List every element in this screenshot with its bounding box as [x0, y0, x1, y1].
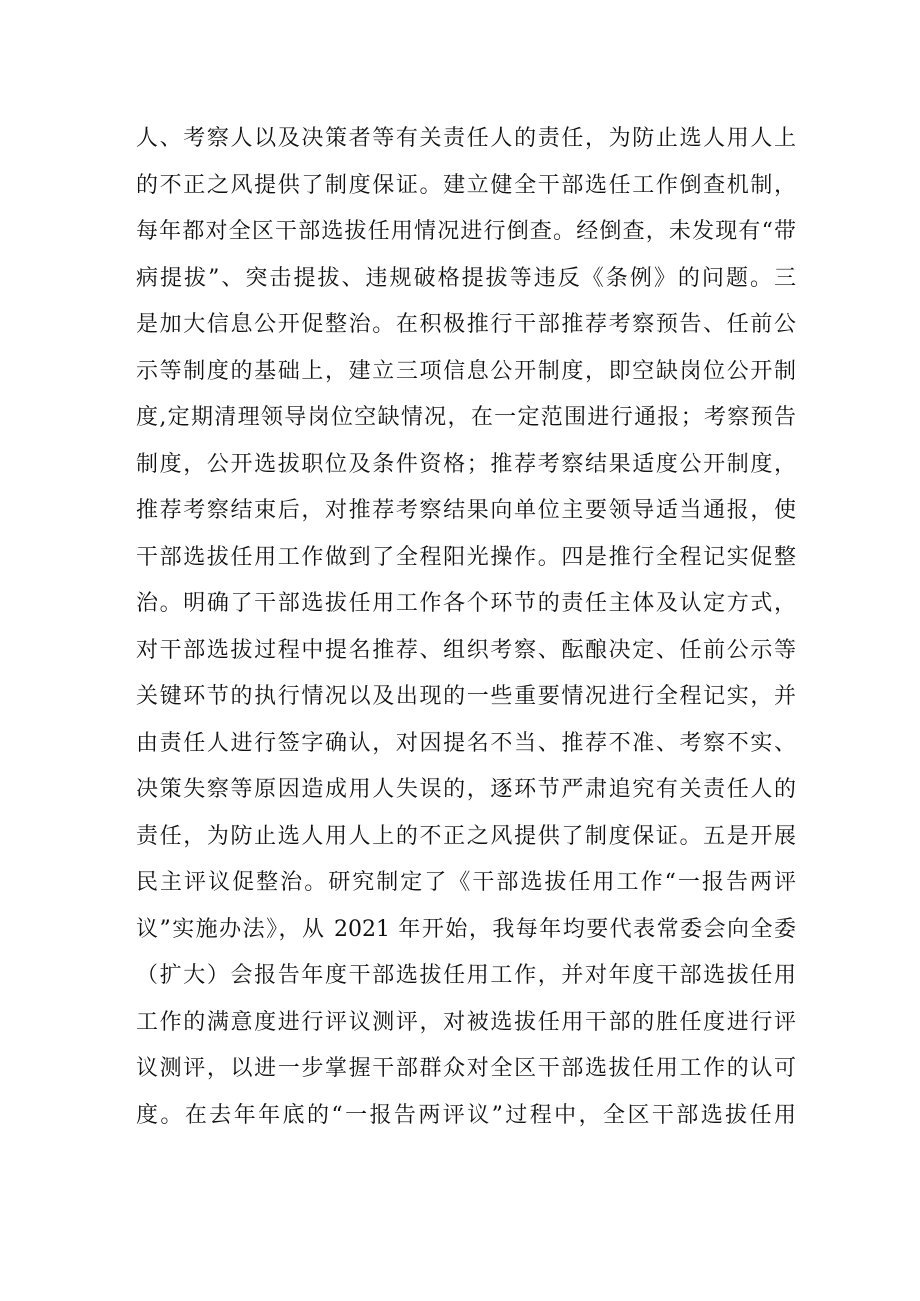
- text-line: 议”实施办法》，从 2021 年开始，我每年均要代表常委会向全委: [136, 916, 796, 942]
- text-line: 工作的满意度进行评议测评，对被选拔任用干部的胜任度进行评: [136, 1009, 796, 1035]
- text-line: 对干部选拔过程中提名推荐、组织考察、酝酿决定、任前公示等: [136, 637, 796, 663]
- text-line: 的不正之风提供了制度保证。建立健全干部选任工作倒查机制，: [136, 172, 796, 198]
- text-line: 决策失察等原因造成用人失误的，逐环节严肃追究有关责任人的: [136, 777, 796, 802]
- text-line: 由责任人进行签字确认，对因提名不当、推荐不准、考察不实、: [136, 730, 796, 756]
- text-line: 关键环节的执行情况以及出现的一些重要情况进行全程记实，并: [136, 684, 796, 709]
- text-line: 推荐考察结束后，对推荐考察结果向单位主要领导适当通报，使: [136, 498, 796, 523]
- text-line: 治。明确了干部选拔任用工作各个环节的责任主体及认定方式，: [136, 591, 796, 616]
- text-line: （扩大）会报告年度干部选拔任用工作，并对年度干部选拔任用: [136, 963, 796, 988]
- text-line: 病提拔”、突击提拔、违规破格提拔等违反《条例》的问题。三: [136, 265, 796, 291]
- text-line: 度。在去年年底的“一报告两评议”过程中，全区干部选拔任用: [136, 1102, 796, 1128]
- text-line: 干部选拔任用工作做到了全程阳光操作。四是推行全程记实促整: [136, 544, 796, 570]
- text-line: 人、考察人以及决策者等有关责任人的责任，为防止选人用人上: [136, 126, 796, 151]
- text-line: 是加大信息公开促整治。在积极推行干部推荐考察预告、任前公: [136, 312, 796, 337]
- text-line: 示等制度的基础上，建立三项信息公开制度，即空缺岗位公开制: [136, 358, 796, 384]
- text-line: 制度，公开选拔职位及条件资格；推荐考察结果适度公开制度，: [136, 451, 796, 477]
- text-line: 每年都对全区干部选拔任用情况进行倒查。经倒查，未发现有“带: [136, 219, 796, 244]
- body-paragraph: [136, 116, 796, 1139]
- text-line: 度,定期清理领导岗位空缺情况，在一定范围进行通报；考察预告: [136, 405, 796, 430]
- text-line: 民主评议促整治。研究制定了《干部选拔任用工作“一报告两评: [136, 870, 796, 895]
- text-line: 责任，为防止选人用人上的不正之风提供了制度保证。五是开展: [136, 823, 796, 849]
- text-line: 议测评，以进一步掌握干部群众对全区干部选拔任用工作的认可: [136, 1056, 796, 1081]
